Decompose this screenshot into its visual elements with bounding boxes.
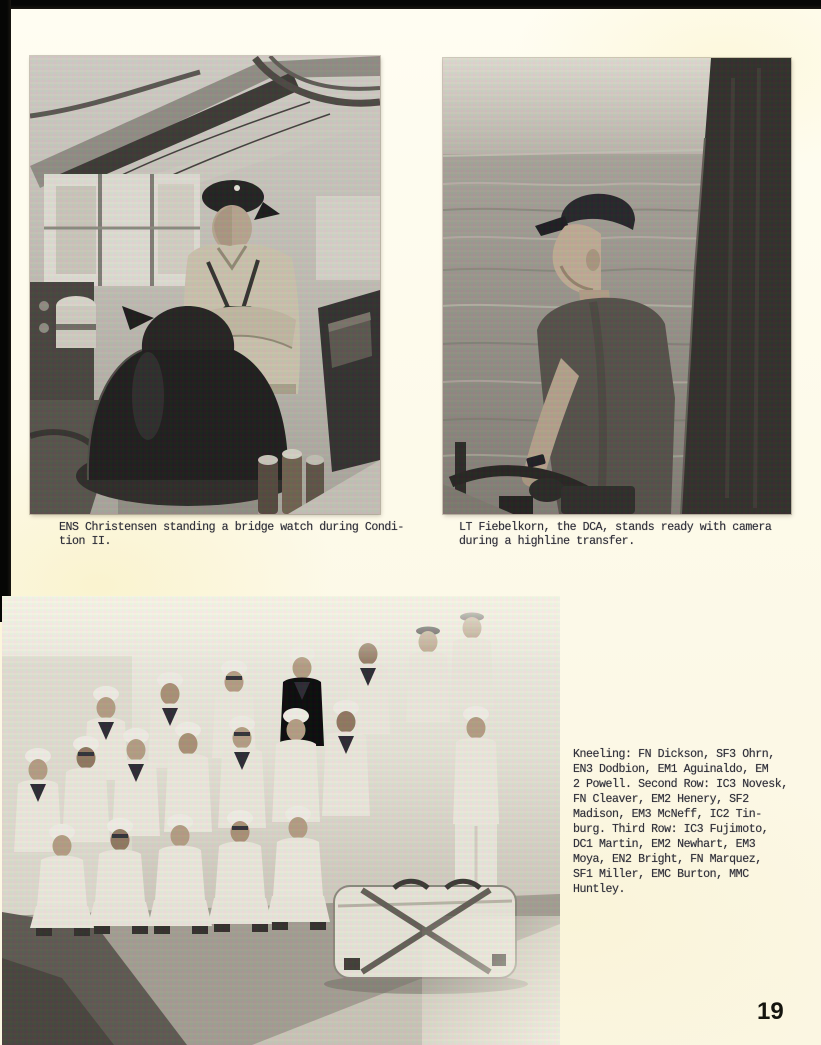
- bridge-watch-photo-art: [30, 56, 380, 514]
- bridge-watch-photo: [30, 56, 380, 514]
- bridge-photo-caption: ENS Christensen standing a bridge watch during Condi- tion II.: [59, 521, 404, 548]
- highline-photo-caption: LT Fiebelkorn, the DCA, stands ready with camera during a highline transfer.: [459, 521, 772, 548]
- group-photo-caption: Kneeling: FN Dickson, SF3 Ohrn, EN3 Dodbion, EM1 Aguinaldo, EM 2 Powell. Second Row: IC3 Novesk, FN Cleaver, EM2 Henery, SF2 Madison, EM3 McNeff, IC2 Tin- burg. Third Row: IC3 Fujimoto, DC1 Martin, EM2 Newhart, EM3 Moya, EN2 Bright, FN Marquez, SF1 Miller, EMC Burton, MMC Huntley.: [573, 748, 788, 896]
- page-number: 19: [757, 998, 784, 1025]
- scan-edge-left: [0, 0, 11, 622]
- crew-group-photo-art: [2, 596, 560, 1045]
- crew-group-photo: [2, 596, 560, 1045]
- highline-transfer-photo: [443, 58, 791, 514]
- scan-edge-top: [9, 0, 821, 9]
- highline-transfer-photo-art: [443, 58, 791, 514]
